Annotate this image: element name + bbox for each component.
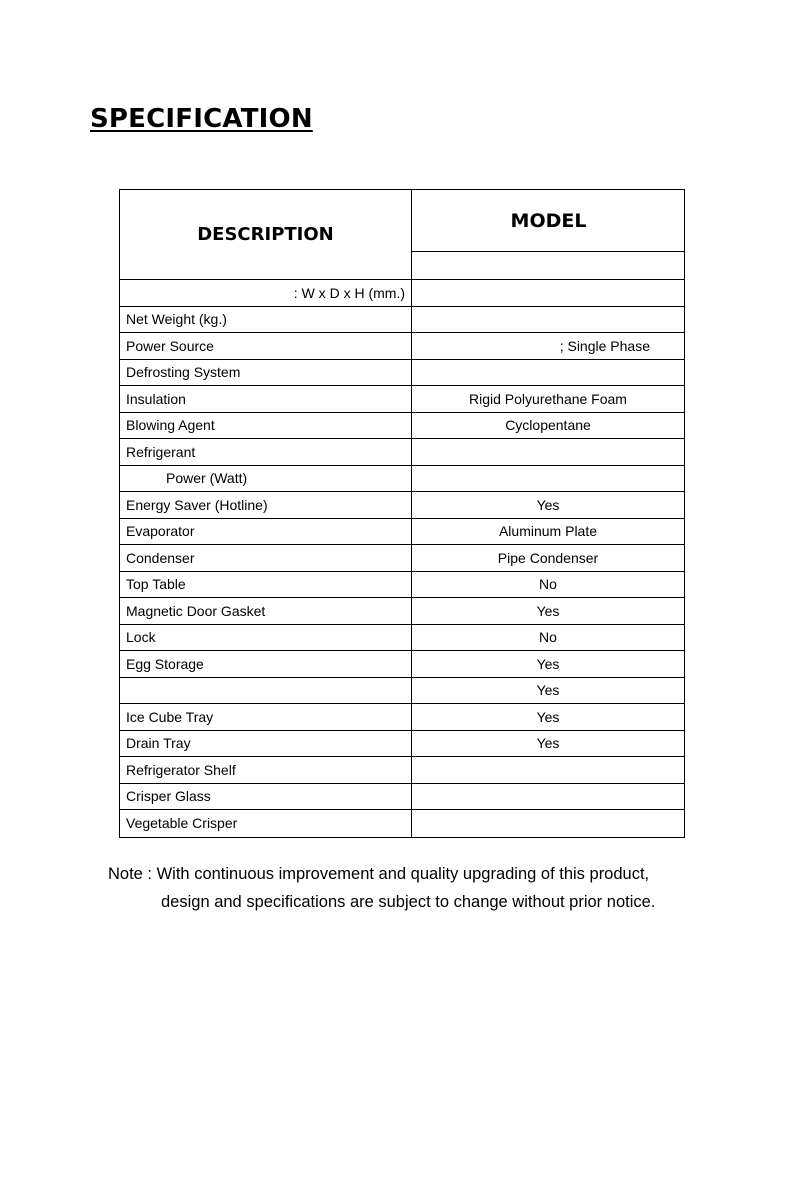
table-row <box>120 810 684 837</box>
row-label: Ice Cube Tray <box>126 708 214 725</box>
table-row <box>120 704 684 731</box>
row-value <box>411 757 684 783</box>
row-label: Lock <box>126 629 156 646</box>
description-header: DESCRIPTION <box>197 224 334 245</box>
row-value <box>411 466 684 492</box>
row-label: Defrosting System <box>126 364 241 381</box>
note-line-2: design and specifications are subject to change without prior notice. <box>161 893 656 911</box>
row-label: Refrigerator Shelf <box>126 761 236 778</box>
table-row <box>120 307 684 334</box>
page-title: SPECIFICATION <box>90 104 313 134</box>
row-value: No <box>411 625 684 651</box>
row-label: Egg Storage <box>126 655 204 672</box>
row-label: Condenser <box>126 549 195 566</box>
table-body <box>120 280 684 837</box>
row-value: ; Single Phase <box>411 333 684 359</box>
row-value: No <box>411 572 684 598</box>
row-value <box>411 810 684 837</box>
specification-table <box>119 189 685 838</box>
table-row <box>120 360 684 387</box>
row-label: : W x D x H (mm.) <box>293 284 405 301</box>
table-row <box>120 280 684 307</box>
table-row <box>120 651 684 678</box>
row-value: Aluminum Plate <box>411 519 684 545</box>
table-row <box>120 545 684 572</box>
row-label: Magnetic Door Gasket <box>126 602 266 619</box>
table-row <box>120 598 684 625</box>
table-row <box>120 413 684 440</box>
table-row <box>120 492 684 519</box>
table-row <box>120 439 684 466</box>
row-value <box>411 307 684 333</box>
table-row <box>120 333 684 360</box>
table-row <box>120 625 684 652</box>
model-header: MODEL <box>412 190 685 252</box>
row-value: Cyclopentane <box>411 413 684 439</box>
table-row <box>120 784 684 811</box>
row-label: Blowing Agent <box>126 417 215 434</box>
row-label: Energy Saver (Hotline) <box>126 496 268 513</box>
table-row <box>120 386 684 413</box>
row-value <box>411 784 684 810</box>
row-value <box>411 280 684 306</box>
note <box>108 860 698 916</box>
row-label: Power (Watt) <box>166 470 248 487</box>
table-row <box>120 757 684 784</box>
table-row <box>120 466 684 493</box>
row-label: Power Source <box>126 337 214 354</box>
row-label: Top Table <box>126 576 186 593</box>
table-row <box>120 519 684 546</box>
row-value: Pipe Condenser <box>411 545 684 571</box>
row-label: Insulation <box>126 390 186 407</box>
row-label: Net Weight (kg.) <box>126 311 227 328</box>
row-label: Crisper Glass <box>126 788 211 805</box>
table-row <box>120 572 684 599</box>
table-row <box>120 678 684 705</box>
model-header-cell <box>411 190 685 279</box>
row-value: Yes <box>411 651 684 677</box>
note-line-1: Note : With continuous improvement and quality upgrading of this product, <box>108 865 650 883</box>
row-value <box>411 439 684 465</box>
row-value: Yes <box>411 704 684 730</box>
row-value: Yes <box>411 598 684 624</box>
row-value: Rigid Polyurethane Foam <box>411 386 684 412</box>
row-value: Yes <box>411 731 684 757</box>
row-value: Yes <box>411 492 684 518</box>
row-value: Yes <box>411 678 684 704</box>
row-label: Vegetable Crisper <box>126 815 238 832</box>
table-header <box>120 190 684 280</box>
row-label: Evaporator <box>126 523 195 540</box>
row-label: Refrigerant <box>126 443 196 460</box>
table-row <box>120 731 684 758</box>
row-label <box>120 678 411 704</box>
row-label: Drain Tray <box>126 735 191 752</box>
row-value <box>411 360 684 386</box>
